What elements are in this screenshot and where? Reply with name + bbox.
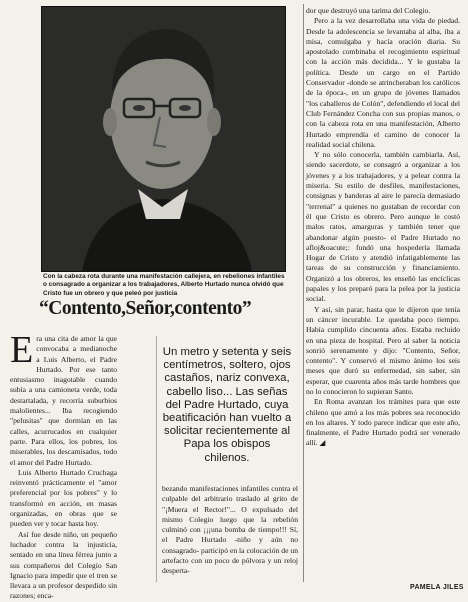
paragraph: Pero a la vez desarrollaba una vida de piedad. Desde la adolescencia se levantaba al alba, iba a misa, comulgaba y hacía oración diaria. Su apostolado combinaba el recogimiento espiritual con la acción más decidida... Y le gustaba la política. Desde un cargo en el Partido Conservador -donde se atrincheraban los católicos de la época-, en un grupo de jóvenes llamados "los caballeros de Colón", defendiendo el local del Club Fernández Concha con sus propias manos, o con la cabeza rota en una manifestación, Alberto Hurtado emprendía el camino de conocer la realidad social chilena.	[306, 16, 460, 149]
portrait-illustration	[42, 7, 285, 271]
author-byline: PAMELA JILES	[410, 584, 464, 591]
drop-cap: E	[10, 329, 34, 371]
portrait-photo	[41, 6, 286, 272]
photo-caption: Con la cabeza rota durante una manifestación callejera, en rebeliones infantiles o consagrado a organizar a los trabajadores, Alberto Hurtado nunca olvidó que Cristo fue un obrero y que peleó por justicia	[43, 273, 285, 297]
pull-quote: Un metro y setenta y seis centímetros, soltero, ojos castaños, nariz convexa, cabello liso... Las señas del Padre Hurtado, cuya beatificación han vuelto a solicitar recientemente al Papa los obispos chilenos.	[162, 346, 292, 464]
paragraph: dor que destruyó una tarima del Colegio.	[306, 6, 431, 15]
paragraph: En Roma avanzan los trámites para que este chileno que amó a los más pobres sea reconocido en los altares. Y todo parece indicar que este año, finalmente, el Padre Hurtado podrá ser venerado allí. ◢	[306, 397, 460, 448]
article-column-3	[306, 6, 460, 449]
end-mark-icon: ◢	[319, 438, 326, 448]
headline: “Contento,Señor,contento”	[39, 298, 252, 319]
column-rule	[156, 336, 157, 582]
paragraph: Era una cita de amor la que convocaba a medianoche a Luis Alberto, el Padre Hurtado. Por ese tanto entusiasmo inagotable cuando subía a una camioneta verde, toda destartalada, y recorría suburbios malolientes... Iba recogiendo "pelusitas" que dormían en las calles, acurrucados en cualquier parte. Para ellos, los pobres, los miserables, los descamisados, todo el amor del Padre Hurtado.	[10, 329, 117, 467]
column-rule	[303, 4, 304, 582]
paragraph: Así fue desde niño, un pequeño luchador contra la injusticia, sentado en una línea férrea junto a sus compañeros del Colegio San Ignacio para impedir que el tren se llevara a un profesor despedido sin razones; enca-	[10, 529, 117, 601]
article-column-1	[10, 329, 117, 602]
paragraph: bezando manifestaciones infantiles contra el culpable del arbitrario traslado al grito de "¡Muera el Rector!"... O expulsado del mismo Colegio luego que la rebelión culminó con ¡¡¡una bomba de tiempo!!! Sí, el Padre Hurtado -niño y aún no consagrado- participó en la colocación de un artefacto con un poco de pólvora y un reloj desperta-	[162, 484, 298, 576]
paragraph: Y no sólo conocerla, también cambiarla. Así, siendo sacerdote, se consagró a organizar a los jóvenes y a los trabajadores, y a pelear contra la miseria. Su estilo de desfiles, manifestaciones, consignas y banderas al aire le parecía demasiado "terrenal" a quienes no gustaban de recordar con él que Cristo es obrero. Pero aunque le costó malos ratos, amarguras y también tener que abandonar algún puesto- el Padre Hurtado no afloj&oacute;: fundó una hospedería llamada Hogar de Cristo y atendió infatigablemente las tareas de su construcción y financiamiento. Organizó a los obreros, les enseñó las encíclicas papales y los preparó para la pelea por la justicia social.	[306, 150, 460, 304]
paragraph: Y así, sin parar, hasta que le dijeron que tenía un cáncer incurable. Le quedaba poco tiempo. Había cumplido cincuenta años. Estaba recluido en una pieza de hospital. Pero al saber la noticia sonrió serenamente y dijo: "Contento, Señor, contento". Y conservó el mismo ánimo los seis meses que duró su enfermedad, sin saber, sin esperar, que cuarenta años más tarde hombres que no lo conocieron lo supieran Santo.	[306, 304, 460, 396]
paragraph: Luis Alberto Hurtado Cruchaga reinventó prácticamente el "amor preferencial por los pobres" y lo transformó en acción, en masas organizadas, en obras que se pueden ver y tocar hasta hoy.	[10, 467, 117, 529]
article-column-2	[162, 484, 298, 577]
